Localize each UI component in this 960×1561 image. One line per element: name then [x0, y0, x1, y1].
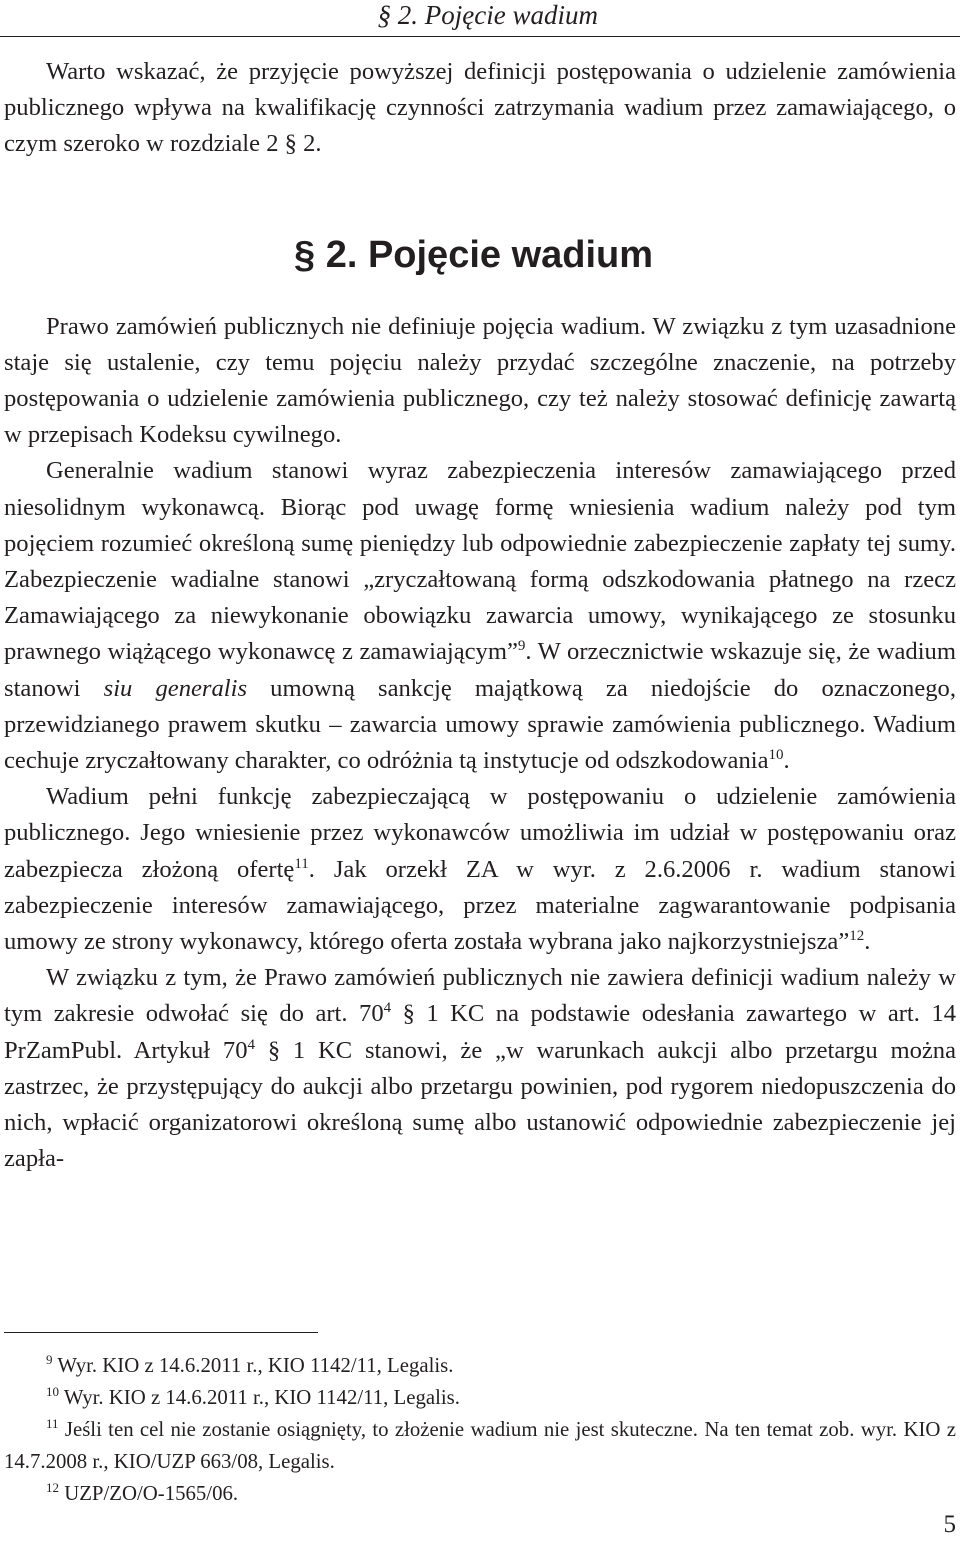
text-run: . — [783, 747, 790, 775]
text-run: . Jak orzekł ZA w wyr. z 2.6.2006 r. wadium stanowi zabezpieczenie interesów zamawiającego, przez materialne zagwarantowanie podpisania umowy ze strony wykonawcy, którego oferta została wybrana jako najkorzystniejsza” — [4, 855, 956, 956]
footnote-text: Jeśli ten cel nie zostanie osiągnięty, to złożenie wadium nie jest skuteczne. Na ten temat zob. wyr. KIO z 14.7.2008 r., KIO/UZP 663/08, Legalis. — [4, 1418, 956, 1473]
intro-paragraph: Warto wskazać, że przyjęcie powyższej definicji postępowania o udzielenie zamówienia publicznego wpływa na kwalifikację czynności zatrzymania wadium przez zamawiającego, o czym szeroko w rozdziale 2 § 2. — [4, 58, 956, 158]
footnote-item — [4, 1478, 956, 1510]
text-run: umowną sankcję majątkową za niedojście do oznaczonego, przewidzianego prawem skutku – zawarcia umowy sprawie zamówienia publicznego. Wadium cechuje zryczałtowany charakter, co odróżnia tą instytucje od odszkodowania — [4, 674, 956, 775]
main-text — [4, 54, 956, 1177]
footnote-number: 10 — [46, 1384, 59, 1399]
footnote-number: 9 — [46, 1352, 53, 1367]
footnotes — [4, 1350, 956, 1510]
text-run: . W orzecznictwie wskazuje się, że wadium stanowi — [4, 638, 956, 702]
text-run: Wadium pełni funkcję zabezpieczającą w postępowaniu o udzielenie zamówienia publicznego. Jego wniesienie przez wykonawców umożliwia im udział w postępowaniu oraz zabezpiecza złożoną ofertę — [4, 783, 956, 883]
page-number: 5 — [943, 1511, 956, 1538]
footnote-ref[interactable]: 12 — [849, 928, 865, 945]
footnote-number: 12 — [46, 1480, 59, 1495]
running-head — [0, 0, 960, 37]
paragraph-security — [4, 453, 956, 779]
section-heading: § 2. Pojęcie wadium — [294, 233, 654, 276]
running-head-title: § 2. Pojęcie wadium — [377, 0, 598, 30]
text-run: Generalnie wadium stanowi wyraz zabezpieczenia interesów zamawiającego przed niesolidnym wykonawcą. Biorąc pod uwagę formę wniesienia wadium należy pod tym pojęciem rozumieć określoną sumę pieniędzy lub odpowiednie zabezpieczenie zapłaty tej sumy. Zabezpieczenie wadialne stanowi „zryczałtowaną formą odszkodowania płatnego na rzecz Zamawiającego za niewykonanie obowiązku zawarcia umowy, wynikającego ze stosunku prawnego wiążącego wykonawcę z zamawiającym” — [4, 457, 956, 666]
paragraph-definition: Prawo zamówień publicznych nie definiuje pojęcia wadium. W związku z tym uzasadnione staje się ustalenie, czy temu pojęciu należy przydać szczególne znaczenie, na potrzeby postępowania o udzielenie zamówienia publicznego, czy też należy stosować definicję zawartą w przepisach Kodeksu cywilnego. — [4, 312, 956, 449]
text-run: § 1 KC na podstawie odesłania zawartego w art. 14 PrZamPubl. Artykuł 70 — [4, 1000, 956, 1064]
text-run: § 1 KC stanowi, że „w warunkach aukcji albo przetargu można zastrzec, że przystępujący do aukcji albo przetargu powinien, pod rygorem niedopuszczenia do nich, wpłacić organizatorowi określoną sumę albo ustanowić odpowiednie zabezpieczenie jej zapła- — [4, 1036, 956, 1173]
article-superscript: 4 — [383, 1000, 392, 1017]
text-run: W związku z tym, że Prawo zamówień publicznych nie zawiera definicji wadium należy w tym zakresie odwołać się do art. 70 — [4, 964, 956, 1028]
footnote-text: Wyr. KIO z 14.6.2011 r., KIO 1142/11, Legalis. — [63, 1386, 460, 1409]
footnote-item — [4, 1382, 956, 1414]
footnote-text: UZP/ZO/O-1565/06. — [64, 1482, 239, 1505]
italic-term: siu generalis — [103, 674, 248, 702]
article-superscript: 4 — [247, 1036, 256, 1053]
footnote-ref[interactable]: 9 — [517, 638, 526, 655]
text-run: . — [864, 928, 871, 956]
footnote-ref[interactable]: 11 — [294, 855, 309, 872]
paragraph-civil-code — [4, 960, 956, 1177]
footnote-separator — [4, 1332, 318, 1333]
footnote-item — [4, 1350, 956, 1382]
footnote-ref[interactable]: 10 — [768, 747, 784, 764]
footnote-item — [4, 1414, 956, 1478]
footnote-number: 11 — [46, 1416, 59, 1431]
footnote-text: Wyr. KIO z 14.6.2011 r., KIO 1142/11, Legalis. — [57, 1354, 454, 1377]
paragraph-function — [4, 779, 956, 960]
